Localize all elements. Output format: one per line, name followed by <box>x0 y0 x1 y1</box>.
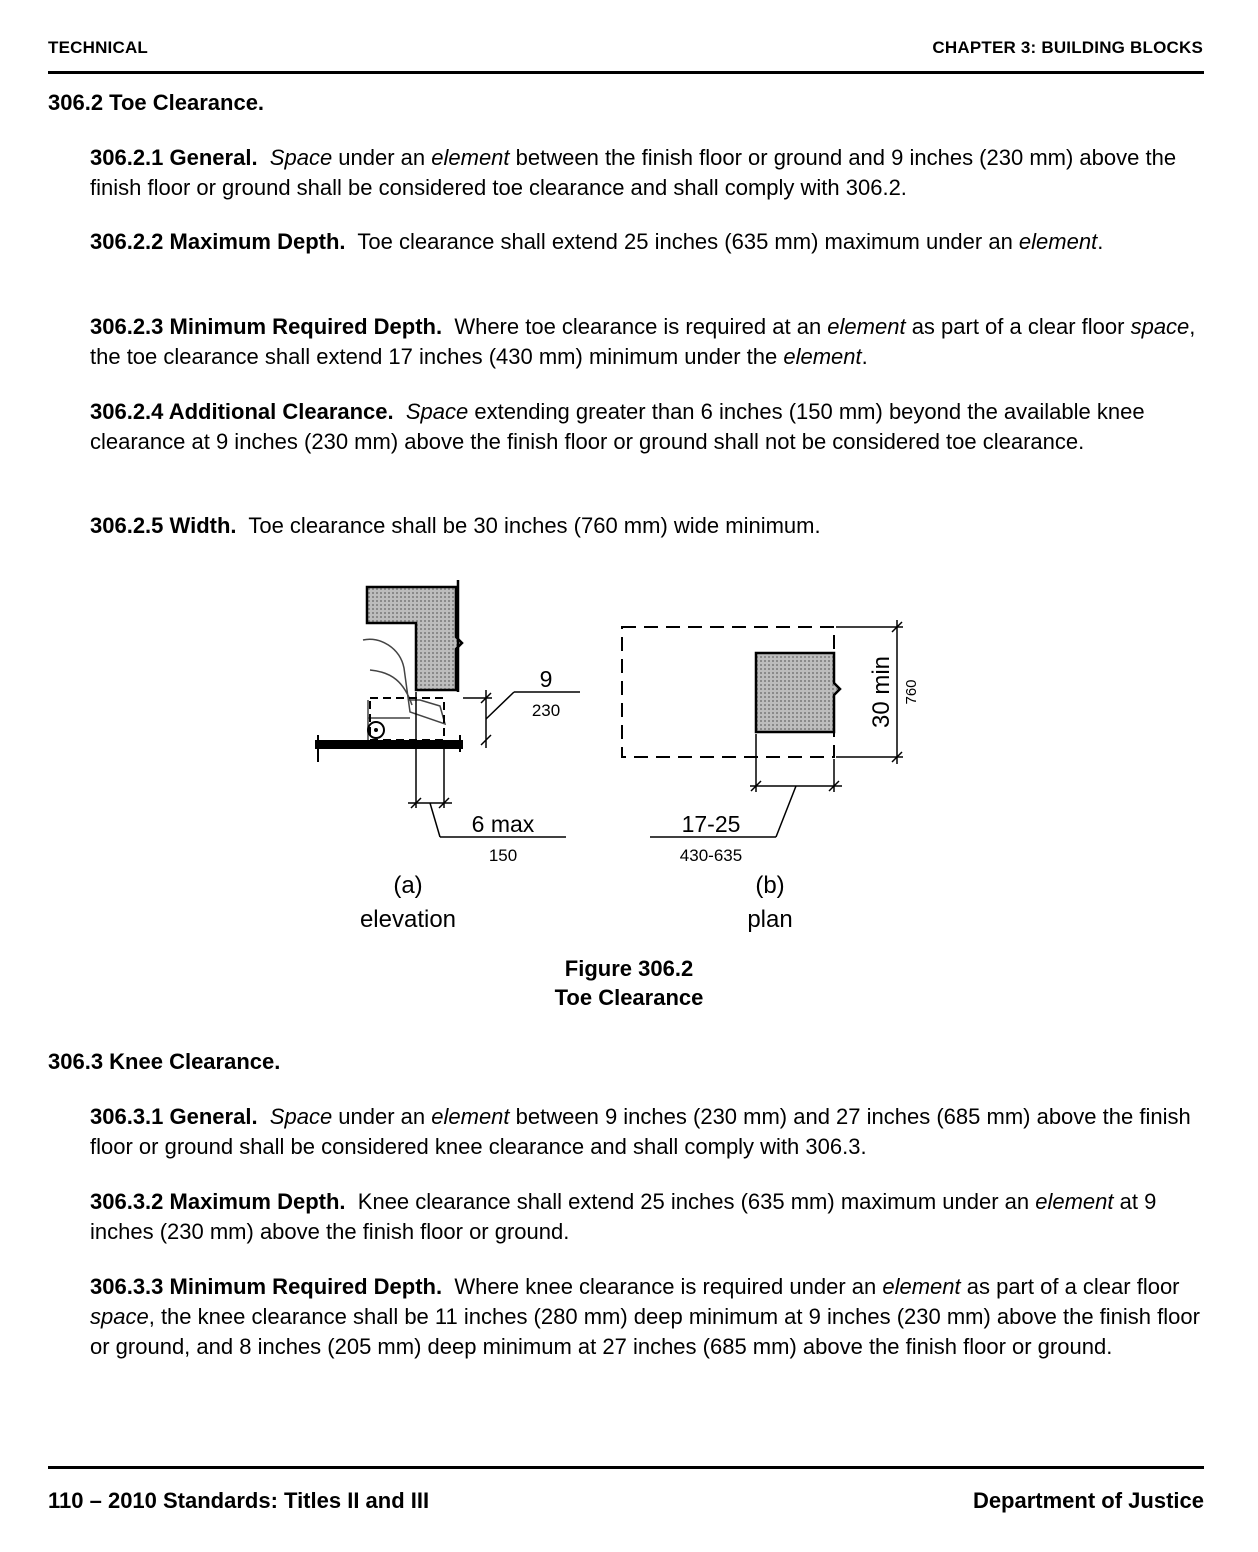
text: Where toe clearance is required at an <box>454 314 828 339</box>
paragraph-number: 306.3.2 Maximum Depth. <box>90 1189 346 1214</box>
dim-430-635-label: 430-635 <box>679 846 743 865</box>
text: . <box>861 344 868 369</box>
dim-6max-label: 6 max <box>471 811 535 837</box>
figure-caption-number: Figure 306.2 <box>564 956 694 981</box>
defined-term: element <box>1035 1189 1114 1214</box>
dim-1725-label: 17-25 <box>681 811 741 837</box>
paragraph-306-3-3 <box>90 1272 1205 1362</box>
text: extending greater than 6 inches (150 mm) beyond the available knee clearance at 9 inches (230 mm) above the finish floor or ground shall not be considered toe clearance. <box>90 399 1145 454</box>
text: Where knee clearance is required under an <box>454 1274 883 1299</box>
paragraph-number: 306.2.5 Width. <box>90 513 237 538</box>
label-a: (a) <box>393 872 423 899</box>
defined-term: element <box>827 314 906 339</box>
counter-element <box>367 587 462 690</box>
paragraph-number: 306.2.4 Additional Clearance. <box>90 399 394 424</box>
plan-drawing <box>622 620 920 933</box>
defined-term: Space <box>269 1104 333 1129</box>
defined-term: element <box>431 145 510 170</box>
text: under an <box>332 1104 432 1129</box>
defined-term: Space <box>405 399 469 424</box>
defined-term: element <box>882 1274 961 1299</box>
paragraph-number: 306.3.3 Minimum Required Depth. <box>90 1274 443 1299</box>
paragraph-number: 306.2.1 General. <box>90 145 258 170</box>
dim-9-label: 9 <box>539 666 553 692</box>
defined-term: element <box>1018 229 1098 254</box>
running-header-right: CHAPTER 3: BUILDING BLOCKS <box>932 38 1203 57</box>
footer-right: Department of Justice <box>972 1488 1204 1513</box>
section-heading-306-2: 306.2 Toe Clearance. <box>48 90 265 115</box>
figure-caption-title: Toe Clearance <box>554 985 704 1010</box>
text: Knee clearance shall extend 25 inches (635 mm) maximum under an <box>357 1189 1036 1214</box>
section-heading-306-3: 306.3 Knee Clearance. <box>48 1049 281 1074</box>
text: at 9 inches (230 mm) above the finish floor or ground. <box>90 1189 1157 1244</box>
paragraph-306-3-2 <box>90 1187 1205 1247</box>
dim-230-label: 230 <box>531 701 561 720</box>
paragraph-number: 306.2.3 Minimum Required Depth. <box>90 314 443 339</box>
defined-term: space <box>1130 314 1190 339</box>
label-elevation: elevation <box>359 906 457 933</box>
floor-slab <box>315 740 463 749</box>
label-b: (b) <box>755 872 785 899</box>
text: between 9 inches (230 mm) and 27 inches (685 mm) above the finish floor or ground shall be considered knee clearance and shall comply with 306.3. <box>90 1104 1191 1159</box>
text: Toe clearance shall be 30 inches (760 mm) wide minimum. <box>248 513 821 538</box>
text: between the finish floor or ground and 9 inches (230 mm) above the finish floor or ground shall be considered toe clearance and shall comply with 306.2. <box>90 145 1177 200</box>
running-header-left: TECHNICAL <box>48 38 149 57</box>
text: Toe clearance shall extend 25 inches (635 mm) maximum under an <box>357 229 1019 254</box>
element-plan <box>756 653 840 732</box>
text: under an <box>332 145 432 170</box>
dim-760-label: 760 <box>903 679 920 705</box>
dim-30min-label: 30 min <box>868 655 895 729</box>
footer-rule <box>48 1466 1204 1469</box>
text: . <box>1097 229 1104 254</box>
text: as part of a clear floor <box>960 1274 1180 1299</box>
defined-term: Space <box>269 145 333 170</box>
paragraph-number: 306.2.2 Maximum Depth. <box>90 229 346 254</box>
elevation-drawing <box>315 580 580 933</box>
paragraph-306-3-1 <box>90 1102 1205 1162</box>
label-plan: plan <box>747 906 793 933</box>
text: , the toe clearance shall extend 17 inches (430 mm) minimum under the <box>90 314 1196 369</box>
paragraph-number: 306.3.1 General. <box>90 1104 258 1129</box>
defined-term: element <box>431 1104 510 1129</box>
footer-left: 110 – 2010 Standards: Titles II and III <box>48 1488 430 1513</box>
text: as part of a clear floor <box>905 314 1131 339</box>
defined-term: space <box>90 1304 149 1329</box>
defined-term: element <box>783 344 862 369</box>
text: , the knee clearance shall be 11 inches (280 mm) deep minimum at 9 inches (230 mm) above the finish floor or ground, and 8 inches (205 mm) deep minimum at 27 inches (685 mm) above the finish floor or ground. <box>90 1304 1200 1359</box>
dim-150-label: 150 <box>488 846 518 865</box>
